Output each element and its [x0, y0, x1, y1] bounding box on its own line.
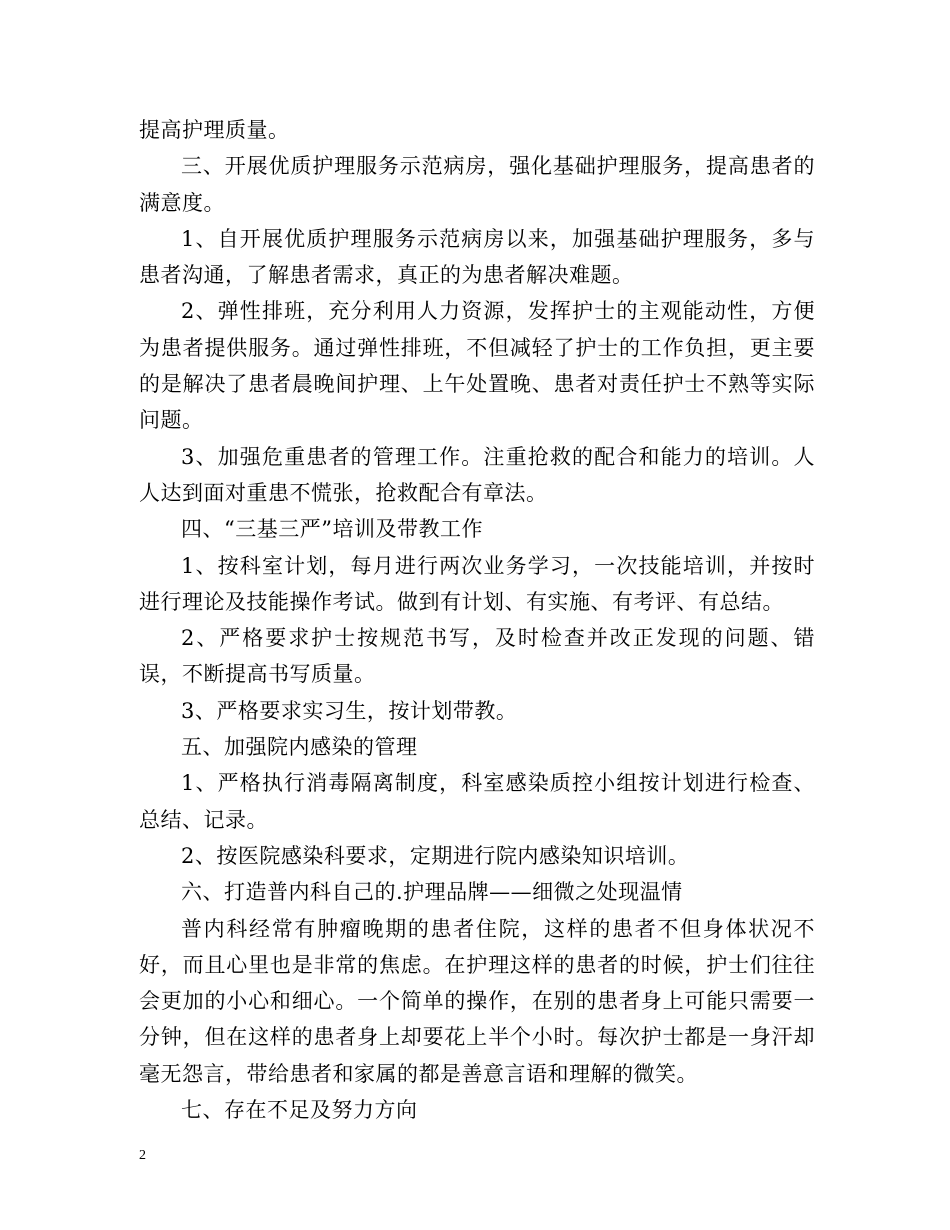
paragraph-4-2: 2、严格要求护士按规范书写，及时检查并改正发现的问题、错误，不断提高书写质量。 [139, 626, 815, 687]
section-heading-4: 四、“三基三严”培训及带教工作 [181, 517, 483, 542]
page-number: 2 [139, 1148, 146, 1163]
paragraph-4-3: 3、严格要求实习生，按计划带教。 [181, 698, 518, 723]
paragraph-3-1: 1、自开展优质护理服务示范病房以来，加强基础护理服务，多与患者沟通，了解患者需求，真正的为患者解决难题。 [139, 226, 815, 288]
paragraph-3-2: 2、弹性排班，充分利用人力资源，发挥护士的主观能动性，方便为患者提供服务。通过弹性排班，不但减轻了护士的工作负担，更主要的是解决了患者晨晚间护理、上午处置晚、患者对责任护士不熟等实际问题。 [139, 299, 815, 433]
paragraph-5-2: 2、按医院感染科要求，定期进行院内感染知识培训。 [181, 843, 690, 868]
paragraph-3-3: 3、加强危重患者的管理工作。注重抢救的配合和能力的培训。人人达到面对重患不慌张，抢救配合有章法。 [139, 444, 815, 505]
paragraph-5-1: 1、严格执行消毒隔离制度，科室感染质控小组按计划进行检查、总结、记录。 [139, 771, 815, 832]
section-heading-7: 七、存在不足及努力方向 [181, 1098, 418, 1123]
section-heading-5: 五、加强院内感染的管理 [181, 735, 418, 760]
section-heading-6: 六、打造普内科自己的.护理品牌——细微之处现温情 [181, 880, 683, 905]
paragraph-6-body: 普内科经常有肿瘤晚期的患者住院，这样的患者不但身体状况不好，而且心里也是非常的焦虑。在护理这样的患者的时候，护士们往往会更加的小心和细心。一个简单的操作，在别的患者身上可能只需要一分钟，但在这样的患者身上却要花上半个小时。每次护士都是一身汗却毫无怨言，带给患者和家属的都是善意言语和理解的微笑。 [139, 916, 815, 1086]
section-heading-3: 三、开展优质护理服务示范病房，强化基础护理服务，提高患者的满意度。 [139, 154, 815, 215]
document-body [139, 112, 815, 1128]
paragraph-continuation: 提高护理质量。 [139, 118, 290, 142]
paragraph-4-1: 1、按科室计划，每月进行两次业务学习，一次技能培训，并按时进行理论及技能操作考试。做到有计划、有实施、有考评、有总结。 [139, 553, 815, 614]
